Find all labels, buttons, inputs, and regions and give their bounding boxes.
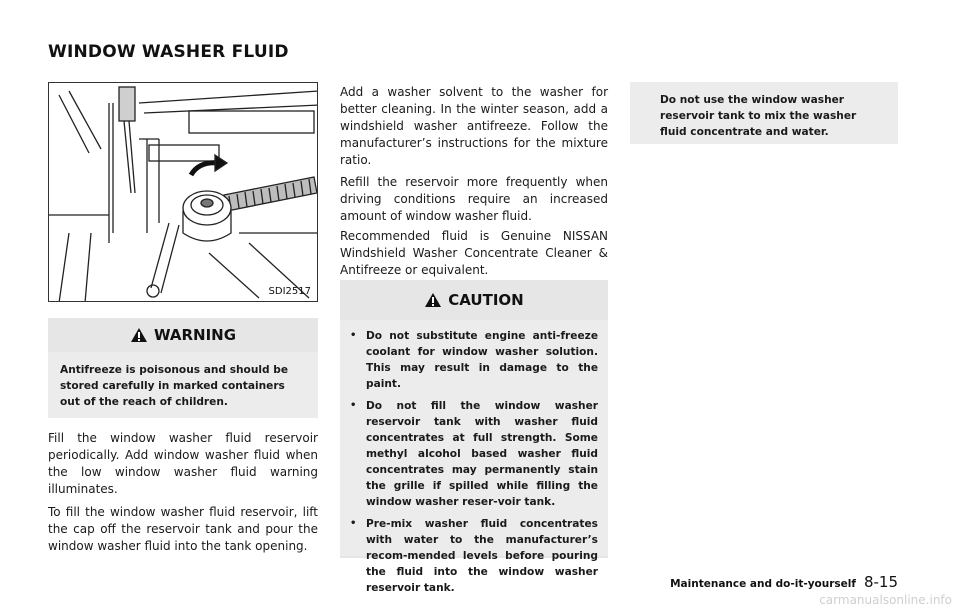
page-number: 8-15 [863, 573, 898, 591]
left-paragraph-2: To fill the window washer fluid reservoir, lift the cap off the reservoir tank and pour the window washer fluid into the tank opening. [48, 505, 318, 553]
middle-paragraph-2: Refill the reservoir more frequently when driving conditions require an increased amount of window washer fluid. [340, 175, 608, 223]
reservoir-figure [48, 82, 318, 302]
reservoir-illustration [49, 83, 318, 302]
caution-item-text: Do not substitute engine anti-freeze coolant for window washer solution. This may result in damage to the paint. [366, 330, 598, 390]
caution-item [350, 398, 598, 510]
warning-text: Antifreeze is poisonous and should be stored carefully in marked containers out of the reach of children. [48, 352, 318, 418]
warning-box [48, 318, 318, 418]
footer-chapter: Maintenance and do-it-yourself [670, 578, 856, 590]
middle-paragraph-1: Add a washer solvent to the washer for better cleaning. In the winter season, add a windshield washer antifreeze. Follow the manufacturer’s instructions for the mixture ratio. [340, 85, 608, 167]
caution-heading: CAUTION [448, 291, 524, 309]
note-text: Do not use the window washer reservoir tank to mix the washer fluid concentrate and water. [630, 82, 898, 144]
warning-triangle-icon [130, 327, 148, 343]
middle-paragraph-3: Recommended fluid is Genuine NISSAN Windshield Washer Concentrate Cleaner & Antifreeze or equivalent. [340, 229, 608, 277]
caution-item [350, 328, 598, 392]
figure-code: SDI2517 [268, 286, 311, 297]
caution-list [340, 320, 608, 594]
caution-item-text: Do not fill the window washer reservoir tank with washer fluid concentrates at full strength. Some methyl alcohol based washer fluid concentrates may permanently stain the grille if spilled while filling the window washer reser-voir tank. [366, 400, 598, 508]
caution-item-text: Pre-mix washer fluid concentrates with water to the manufacturer’s recom-mended levels before pouring the fluid into the window washer reservoir tank. [366, 518, 598, 594]
warning-heading: WARNING [153, 326, 237, 344]
bullet-dot: • [350, 330, 357, 341]
watermark: carmanualsonline.info [819, 593, 952, 607]
section-title: WINDOW WASHER FLUID [48, 42, 289, 62]
warning-header [48, 318, 318, 352]
bullet-dot: • [350, 400, 357, 411]
caution-header [340, 280, 608, 320]
caution-triangle-icon [424, 292, 442, 308]
bullet-dot: • [350, 518, 357, 529]
left-paragraph-1: Fill the window washer fluid reservoir periodically. Add window washer fluid when the low window washer fluid warning illuminates. [48, 431, 318, 496]
note-box [630, 82, 898, 144]
page-footer [670, 573, 898, 591]
caution-box [340, 280, 608, 594]
caution-item [350, 516, 598, 596]
